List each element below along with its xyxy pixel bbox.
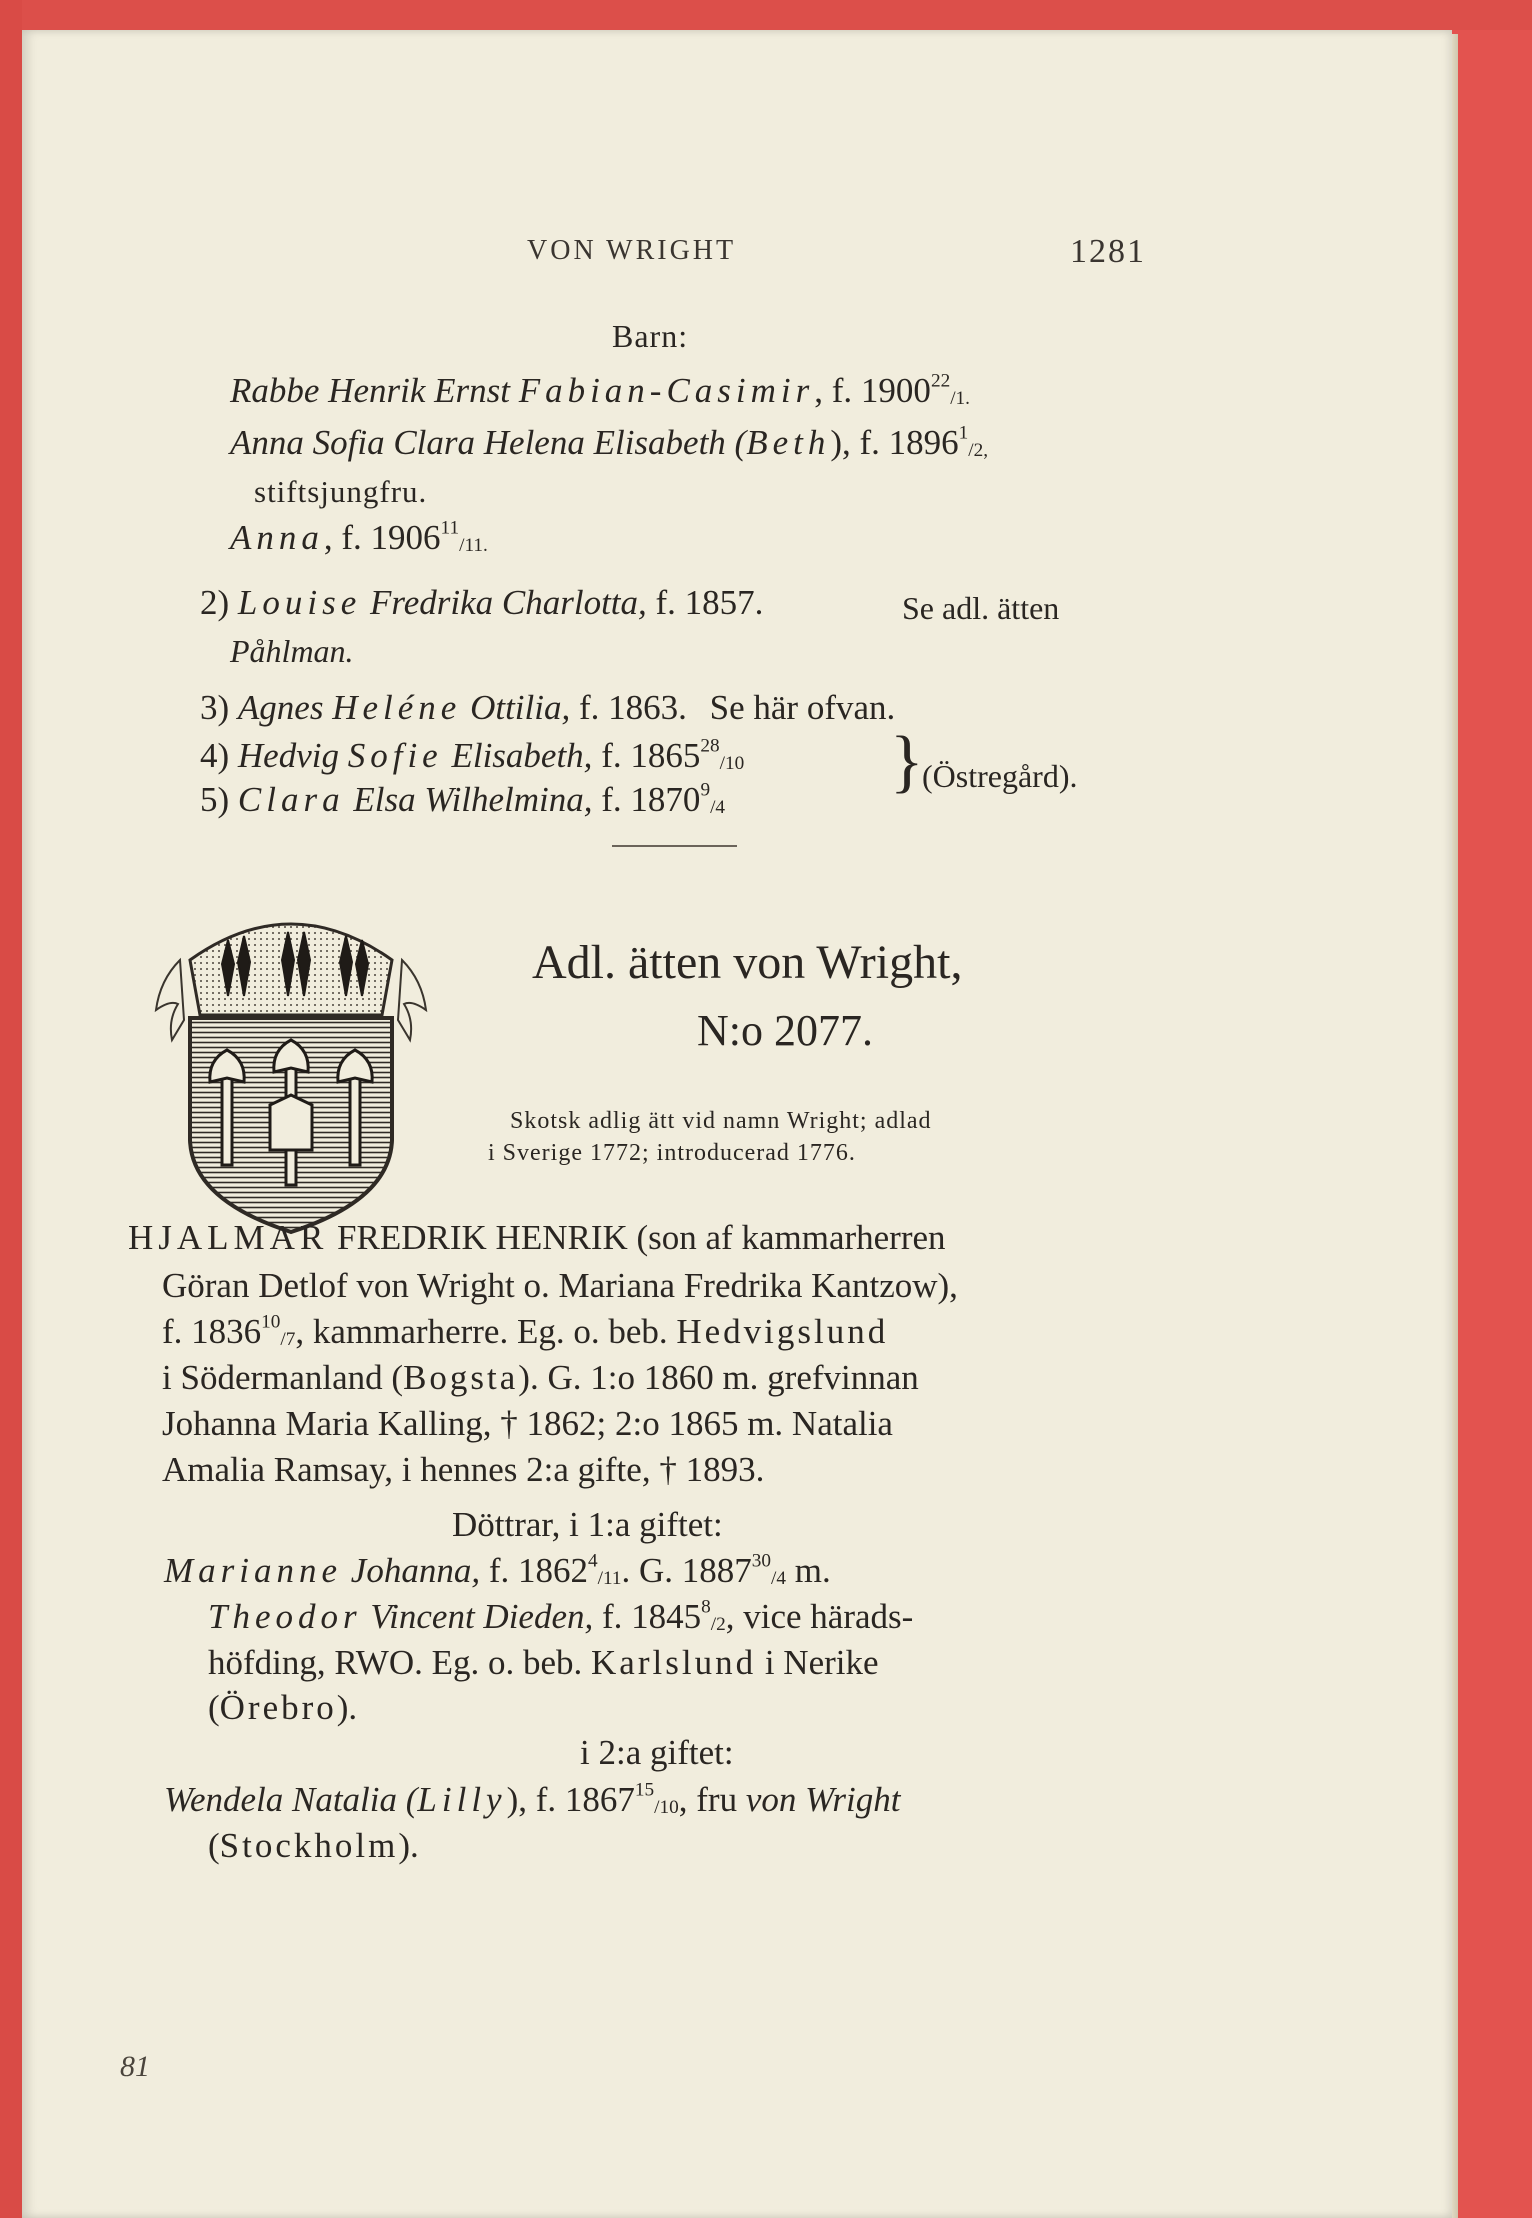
sibling-callname: Heléne bbox=[332, 688, 462, 727]
sibling-born: f. 1863. bbox=[578, 688, 687, 727]
spouse-forename: Theodor bbox=[208, 1597, 362, 1636]
sibling-4 bbox=[200, 735, 745, 775]
child-born: , f. 1900 bbox=[814, 371, 931, 410]
sibling-residence: (Östregård). bbox=[922, 758, 1078, 794]
entry-text: , vice härads- bbox=[725, 1597, 914, 1636]
entry-text: m. bbox=[794, 1551, 831, 1590]
entry-text: i Nerike bbox=[764, 1643, 879, 1682]
date-sub: /2 bbox=[710, 1613, 726, 1635]
entry-line-5: Johanna Maria Kalling, † 1862; 2:o 1865 m. Natalia bbox=[162, 1404, 893, 1443]
sibling-number: 4) bbox=[200, 736, 230, 775]
date-sup: 10 bbox=[261, 1311, 281, 1333]
entry-text: i Södermanland ( bbox=[162, 1358, 404, 1397]
sibling-number: 5) bbox=[200, 780, 230, 819]
married-name: von Wright bbox=[745, 1780, 901, 1819]
sibling-callname: Clara bbox=[237, 780, 345, 819]
daughter-line-4: (Örebro). bbox=[208, 1688, 358, 1727]
date-sup: 28 bbox=[700, 735, 720, 757]
child-line-4 bbox=[230, 517, 488, 557]
sibling-name: Wilhelmina, bbox=[424, 780, 593, 819]
entry-text: , kammarherre. Eg. o. beb. bbox=[295, 1312, 668, 1351]
date-sup: 8 bbox=[701, 1596, 711, 1618]
sibling-name: Elisabeth, bbox=[451, 736, 593, 775]
entry-line-1 bbox=[128, 1220, 946, 1255]
family-title-text: Adl. ätten von Wright, bbox=[532, 936, 963, 989]
daughter-line-5 bbox=[164, 1779, 901, 1819]
sibling-3 bbox=[200, 690, 895, 725]
sibling-number: 2) bbox=[200, 583, 230, 622]
book-page bbox=[22, 30, 1452, 2218]
entry-text: f. 1836 bbox=[162, 1312, 262, 1351]
daughter-forename: Marianne bbox=[164, 1551, 343, 1590]
sibling-name: Fredrika Charlotta, bbox=[370, 583, 647, 622]
estate-name: Hedvigslund bbox=[676, 1312, 889, 1351]
entry-text: . G. 1887 bbox=[621, 1551, 752, 1590]
estate-name: Karlslund bbox=[591, 1643, 757, 1682]
family-number: N:o 2077. bbox=[697, 1006, 873, 1055]
entry-line-6: Amalia Ramsay, i hennes 2:a gifte, † 1893. bbox=[162, 1450, 765, 1489]
entry-text: ). G. 1:o 1860 m. grefvinnan bbox=[518, 1358, 919, 1397]
daughter-callname: Lilly bbox=[417, 1780, 507, 1819]
family-description-1: Skotsk adlig ätt vid namn Wright; adlad bbox=[510, 1108, 932, 1134]
child-callname: Beth bbox=[746, 423, 831, 462]
date-sub: /10 bbox=[654, 1796, 679, 1818]
date-sub: /2, bbox=[968, 439, 989, 461]
sibling-born: f. 1857. bbox=[655, 583, 764, 622]
daughter-line-1 bbox=[164, 1550, 831, 1590]
coat-of-arms-icon bbox=[150, 900, 432, 1240]
child-callname: Anna bbox=[230, 518, 324, 557]
date-sub: /11. bbox=[459, 534, 488, 556]
entry-line-3 bbox=[162, 1311, 889, 1351]
daughters-heading-2: i 2:a giftet: bbox=[580, 1733, 734, 1772]
child-name: Rabbe Henrik Ernst bbox=[230, 371, 510, 410]
child-line-1 bbox=[230, 370, 970, 410]
date-sub: /7 bbox=[280, 1328, 296, 1350]
book-cover-left bbox=[0, 0, 22, 2218]
family-description-2: i Sverige 1772; introducerad 1776. bbox=[488, 1140, 856, 1166]
date-sub: /11 bbox=[597, 1567, 622, 1589]
sibling-callname: Louise bbox=[237, 583, 362, 622]
running-head: VON WRIGHT bbox=[527, 235, 737, 266]
sibling-callname: Sofie bbox=[347, 736, 443, 775]
sibling-name: Ottilia, bbox=[470, 688, 571, 727]
family-title bbox=[532, 935, 962, 990]
section-divider bbox=[612, 845, 737, 847]
entry-text: f. 1845 bbox=[602, 1597, 702, 1636]
sibling-born: f. 1870 bbox=[601, 780, 701, 819]
children-heading: Barn: bbox=[612, 318, 689, 354]
parish-name: Bogsta bbox=[403, 1358, 519, 1397]
date-sub: /4 bbox=[771, 1567, 787, 1589]
child-occupation: stiftsjungfru. bbox=[254, 474, 428, 509]
date-sub: /4 bbox=[710, 796, 726, 818]
entry-text: ), f. 1867 bbox=[506, 1780, 635, 1819]
daughter-line-6: (Stockholm). bbox=[208, 1826, 419, 1865]
date-sup: 22 bbox=[930, 370, 951, 392]
date-sup: 15 bbox=[634, 1779, 655, 1801]
date-sup: 30 bbox=[751, 1550, 772, 1572]
daughter-name: Johanna, bbox=[350, 1551, 481, 1590]
entry-text: , fru bbox=[678, 1780, 738, 1819]
sibling-note: Se här ofvan. bbox=[709, 688, 896, 727]
date-sup: 4 bbox=[588, 1550, 598, 1572]
entry-text: FREDRIK HENRIK (son af kammarherren bbox=[337, 1218, 946, 1257]
sibling-name: Elsa bbox=[353, 780, 416, 819]
entry-text: f. 1862 bbox=[488, 1551, 588, 1590]
entry-line-2: Göran Detlof von Wright o. Mariana Fredrika Kantzow), bbox=[162, 1266, 958, 1305]
date-sub: /1. bbox=[950, 387, 970, 409]
sibling-2-note: Se adl. ätten bbox=[902, 590, 1060, 626]
child-callname: Fabian-Casimir bbox=[518, 371, 815, 410]
sibling-name: Hedvig bbox=[237, 736, 339, 775]
child-name: Anna Sofia Clara Helena Elisabeth ( bbox=[230, 423, 747, 462]
entry-forename: HJALMAR bbox=[128, 1218, 329, 1257]
daughter-line-2 bbox=[208, 1596, 914, 1636]
book-cover-top bbox=[0, 0, 1532, 30]
sibling-2-family: Påhlman. bbox=[230, 633, 354, 669]
parish-name: Örebro bbox=[219, 1688, 337, 1727]
sibling-2 bbox=[200, 585, 763, 620]
entry-text: höfding, RWO. Eg. o. beb. bbox=[208, 1643, 583, 1682]
sibling-name: Agnes bbox=[237, 688, 324, 727]
daughter-line-3 bbox=[208, 1645, 879, 1680]
date-sup: 1 bbox=[958, 422, 969, 444]
daughter-name: Wendela Natalia ( bbox=[164, 1780, 418, 1819]
child-born: ), f. 1896 bbox=[830, 423, 959, 462]
spouse-name: Vincent Dieden, bbox=[370, 1597, 594, 1636]
printer-signature: 81 bbox=[120, 2050, 150, 2083]
residence-name: Stockholm bbox=[219, 1826, 399, 1865]
sibling-number: 3) bbox=[200, 688, 230, 727]
date-sub: /10 bbox=[719, 752, 745, 774]
child-born: , f. 1906 bbox=[323, 518, 441, 557]
child-line-2 bbox=[230, 422, 989, 462]
sibling-5 bbox=[200, 779, 726, 819]
date-sup: 9 bbox=[700, 779, 711, 801]
sibling-born: f. 1865 bbox=[601, 736, 701, 775]
daughters-heading-1: Döttrar, i 1:a giftet: bbox=[452, 1505, 723, 1544]
date-sup: 11 bbox=[440, 517, 460, 539]
entry-line-4 bbox=[162, 1360, 919, 1395]
brace: } bbox=[890, 723, 924, 800]
page-number: 1281 bbox=[1070, 233, 1146, 270]
